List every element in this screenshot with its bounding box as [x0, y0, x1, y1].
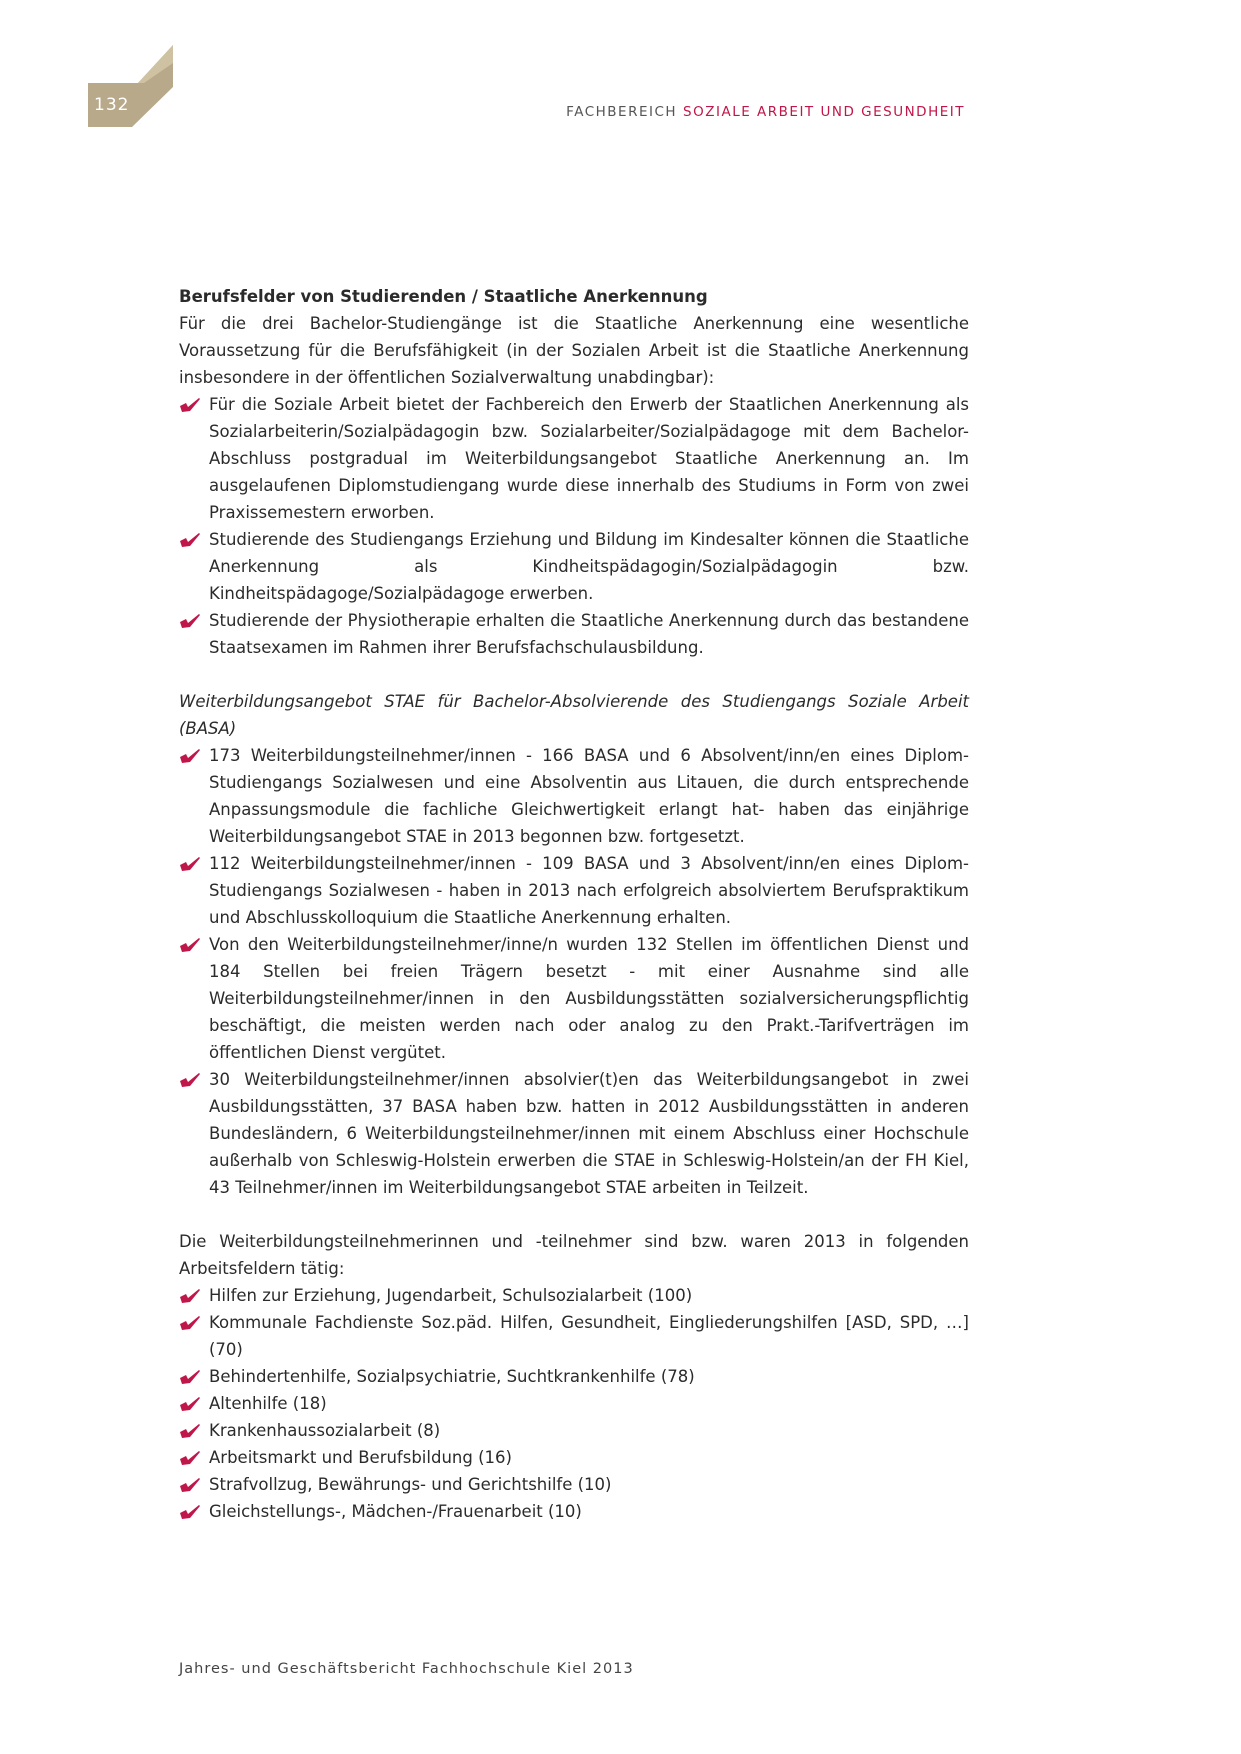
- checkmark-icon: [179, 1477, 201, 1493]
- list-item-text: Kommunale Fachdienste Soz.päd. Hilfen, Gesundheit, Eingliederungshilfen [ASD, SPD, …] (70): [209, 1313, 969, 1359]
- list-item: [179, 1444, 969, 1471]
- section-heading-stae: Weiterbildungsangebot STAE für Bachelor-Absolvierende des Studiengangs Soziale Arbeit (BASA): [179, 692, 969, 738]
- checkmark-icon: [179, 1315, 201, 1331]
- checkmark-icon: [179, 937, 201, 953]
- header-prefix: FACHBEREICH: [566, 104, 678, 120]
- list-item: [179, 1417, 969, 1444]
- checkmark-icon: [179, 1369, 201, 1385]
- checkmark-icon: [179, 856, 201, 872]
- intro-list: [179, 391, 969, 661]
- list-item: [179, 850, 969, 931]
- list-item: [179, 391, 969, 526]
- header-title: SOZIALE ARBEIT UND GESUNDHEIT: [683, 104, 965, 120]
- list-item-text: 112 Weiterbildungsteilnehmer/innen - 109 BASA und 3 Absolvent/inn/en eines Diplom-Studiengangs Sozialwesen - haben in 2013 nach erfolgreich absolviertem Berufspraktikum und Abschlusskolloquium die Staatliche Anerkennung erhalten.: [209, 854, 969, 927]
- list-item-text: Arbeitsmarkt und Berufsbildung (16): [209, 1448, 512, 1467]
- list-item-text: Hilfen zur Erziehung, Jugendarbeit, Schulsozialarbeit (100): [209, 1286, 693, 1305]
- list-item-text: Gleichstellungs-, Mädchen-/Frauenarbeit (10): [209, 1502, 582, 1521]
- stae-list: [179, 742, 969, 1201]
- checkmark-icon: [179, 748, 201, 764]
- list-item: [179, 526, 969, 607]
- checkmark-icon: [179, 1423, 201, 1439]
- checkmark-icon: [179, 1504, 201, 1520]
- fields-list: [179, 1282, 969, 1525]
- checkmark-icon: [179, 1396, 201, 1412]
- checkmark-icon: [179, 397, 201, 413]
- intro-paragraph: Für die drei Bachelor-Studiengänge ist die Staatliche Anerkennung eine wesentliche Voraussetzung für die Berufsfähigkeit (in der Sozialen Arbeit ist die Staatliche Anerkennung insbesondere in der öffentlichen Sozialverwaltung unabdingbar):: [179, 314, 969, 387]
- list-item-text: Für die Soziale Arbeit bietet der Fachbereich den Erwerb der Staatlichen Anerkennung als Sozialarbeiterin/Sozialpädagogin bzw. Sozialarbeiter/Sozialpädagoge mit dem Bachelor-Abschluss postgradual im Weiterbildungsangebot Staatliche Anerkennung an. Im ausgelaufenen Diplomstudiengang wurde diese innerhalb des Studiums in Form von zwei Praxissemestern erworben.: [209, 395, 969, 522]
- list-item: [179, 742, 969, 850]
- fields-paragraph: Die Weiterbildungsteilnehmerinnen und -teilnehmer sind bzw. waren 2013 in folgenden Arbeitsfeldern tätig:: [179, 1232, 969, 1278]
- section-heading-intro: Berufsfelder von Studierenden / Staatliche Anerkennung: [179, 287, 708, 306]
- list-item-text: Studierende des Studiengangs Erziehung und Bildung im Kindesalter können die Staatliche Anerkennung als Kindheitspädagogin/Sozialpädagogin bzw. Kindheitspädagoge/Sozialpädagoge erwerben.: [209, 530, 969, 603]
- checkmark-icon: [179, 613, 201, 629]
- list-item-text: Altenhilfe (18): [209, 1394, 327, 1413]
- page-footer: Jahres- und Geschäftsbericht Fachhochschule Kiel 2013: [179, 1661, 634, 1677]
- list-item-text: Strafvollzug, Bewährungs- und Gerichtshilfe (10): [209, 1475, 612, 1494]
- list-item: [179, 1498, 969, 1525]
- list-item: [179, 1363, 969, 1390]
- list-item: [179, 1066, 969, 1201]
- running-header: [566, 104, 965, 120]
- list-item-text: 30 Weiterbildungsteilnehmer/innen absolvier(t)en das Weiterbildungsangebot in zwei Ausbildungsstätten, 37 BASA haben bzw. hatten in 2012 Ausbildungsstätten in anderen Bundesländern, 6 Weiterbildungsteilnehmer/innen mit einem Abschluss einer Hochschule außerhalb von Schleswig-Holstein erwerben die STAE in Schleswig-Holstein/an der FH Kiel, 43 Teilnehmer/innen im Weiterbildungsangebot STAE arbeiten in Teilzeit.: [209, 1070, 969, 1197]
- list-item-text: Von den Weiterbildungsteilnehmer/inne/n wurden 132 Stellen im öffentlichen Dienst und 184 Stellen bei freien Trägern besetzt - mit einer Ausnahme sind alle Weiterbildungsteilnehmer/innen in den Ausbildungsstätten sozialversicherungspflichtig beschäftigt, die meisten werden nach oder analog zu den Prakt.-Tarifverträgen im öffentlichen Dienst vergütet.: [209, 935, 969, 1062]
- list-item: [179, 1282, 969, 1309]
- page-number: 132: [94, 95, 130, 115]
- checkmark-icon: [179, 1072, 201, 1088]
- list-item-text: Behindertenhilfe, Sozialpsychiatrie, Suchtkrankenhilfe (78): [209, 1367, 695, 1386]
- list-item-text: Studierende der Physiotherapie erhalten die Staatliche Anerkennung durch das bestandene Staatsexamen im Rahmen ihrer Berufsfachschulausbildung.: [209, 611, 969, 657]
- list-item: [179, 1309, 969, 1363]
- list-item: [179, 607, 969, 661]
- list-item: [179, 931, 969, 1066]
- checkmark-icon: [179, 532, 201, 548]
- list-item: [179, 1471, 969, 1498]
- checkmark-icon: [179, 1288, 201, 1304]
- list-item-text: 173 Weiterbildungsteilnehmer/innen - 166 BASA und 6 Absolvent/inn/en eines Diplom-Studiengangs Sozialwesen und eine Absolventin aus Litauen, die durch entsprechende Anpassungsmodule die fachliche Gleichwertigkeit erlangt hat- haben das einjährige Weiterbildungsangebot STAE in 2013 begonnen bzw. fortgesetzt.: [209, 746, 969, 846]
- list-item: [179, 1390, 969, 1417]
- checkmark-icon: [179, 1450, 201, 1466]
- main-content: [179, 283, 969, 1525]
- list-item-text: Krankenhaussozialarbeit (8): [209, 1421, 441, 1440]
